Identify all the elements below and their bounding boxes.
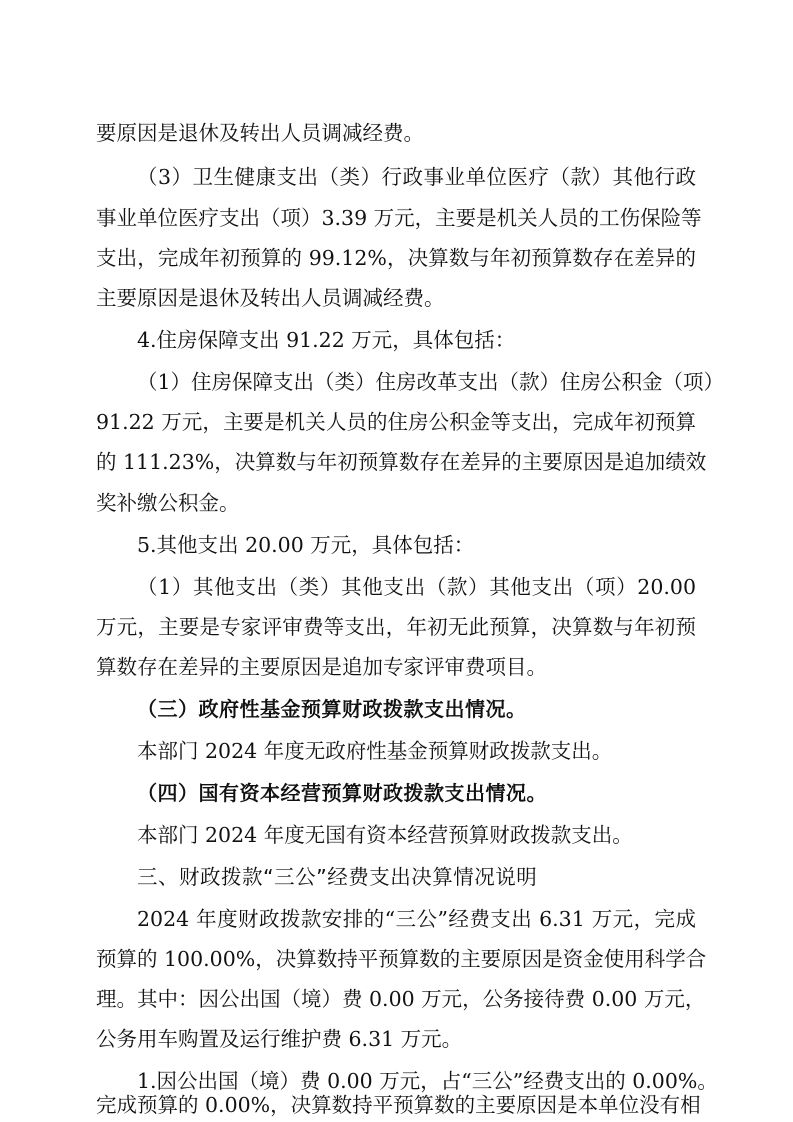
- paragraph-line: 完成预算的 0.00%，决算数持平预算数的主要原因是本单位没有相: [96, 1093, 701, 1117]
- paragraph-line: 万元，主要是专家评审费等支出，年初无此预算，决算数与年初预: [96, 615, 696, 639]
- subsection-heading: （三）政府性基金预算财政拨款支出情况。: [137, 697, 527, 721]
- paragraph-line: 本部门 2024 年度无政府性基金预算财政拨款支出。: [137, 739, 613, 763]
- paragraph-line: 91.22 万元，主要是机关人员的住房公积金等支出，完成年初预算: [96, 410, 696, 434]
- section-line: 4.住房保障支出 91.22 万元，具体包括：: [137, 328, 516, 352]
- paragraph-line: 事业单位医疗支出（项）3.39 万元，主要是机关人员的工伤保险等: [96, 206, 702, 230]
- paragraph-line: 要原因是退休及转出人员调减经费。: [96, 121, 424, 145]
- paragraph-line: 的 111.23%，决算数与年初预算数存在差异的主要原因是追加绩效: [96, 450, 707, 474]
- section-heading: 三、财政拨款“三公”经费支出决算情况说明: [137, 865, 538, 889]
- paragraph-line: 本部门 2024 年度无国有资本经营预算财政拨款支出。: [137, 823, 633, 847]
- subsection-heading: （四）国有资本经营预算财政拨款支出情况。: [137, 781, 547, 805]
- paragraph-line: 主要原因是退休及转出人员调减经费。: [96, 286, 445, 310]
- paragraph-line: （1）住房保障支出（类）住房改革支出（款）住房公积金（项）: [137, 370, 725, 394]
- paragraph-line: 公务用车购置及运行维护费 6.31 万元。: [96, 1027, 463, 1051]
- paragraph-line: 1.因公出国（境）费 0.00 万元，占“三公”经费支出的 0.00%。: [137, 1069, 718, 1093]
- paragraph-line: 支出，完成年初预算的 99.12%，决算数与年初预算数存在差异的: [96, 246, 696, 270]
- paragraph-line: 算数存在差异的主要原因是追加专家评审费项目。: [96, 655, 547, 679]
- paragraph-line: （3）卫生健康支出（类）行政事业单位医疗（款）其他行政: [137, 165, 696, 189]
- paragraph-line: 预算的 100.00%，决算数持平预算数的主要原因是资金使用科学合: [96, 947, 707, 971]
- section-line: 5.其他支出 20.00 万元，具体包括：: [137, 533, 475, 557]
- paragraph-line: 2024 年度财政拨款安排的“三公”经费支出 6.31 万元，完成: [137, 907, 696, 931]
- paragraph-line: 奖补缴公积金。: [96, 491, 240, 515]
- paragraph-line: 理。其中：因公出国（境）费 0.00 万元，公务接待费 0.00 万元，: [96, 987, 706, 1011]
- paragraph-line: （1）其他支出（类）其他支出（款）其他支出（项）20.00: [137, 575, 696, 599]
